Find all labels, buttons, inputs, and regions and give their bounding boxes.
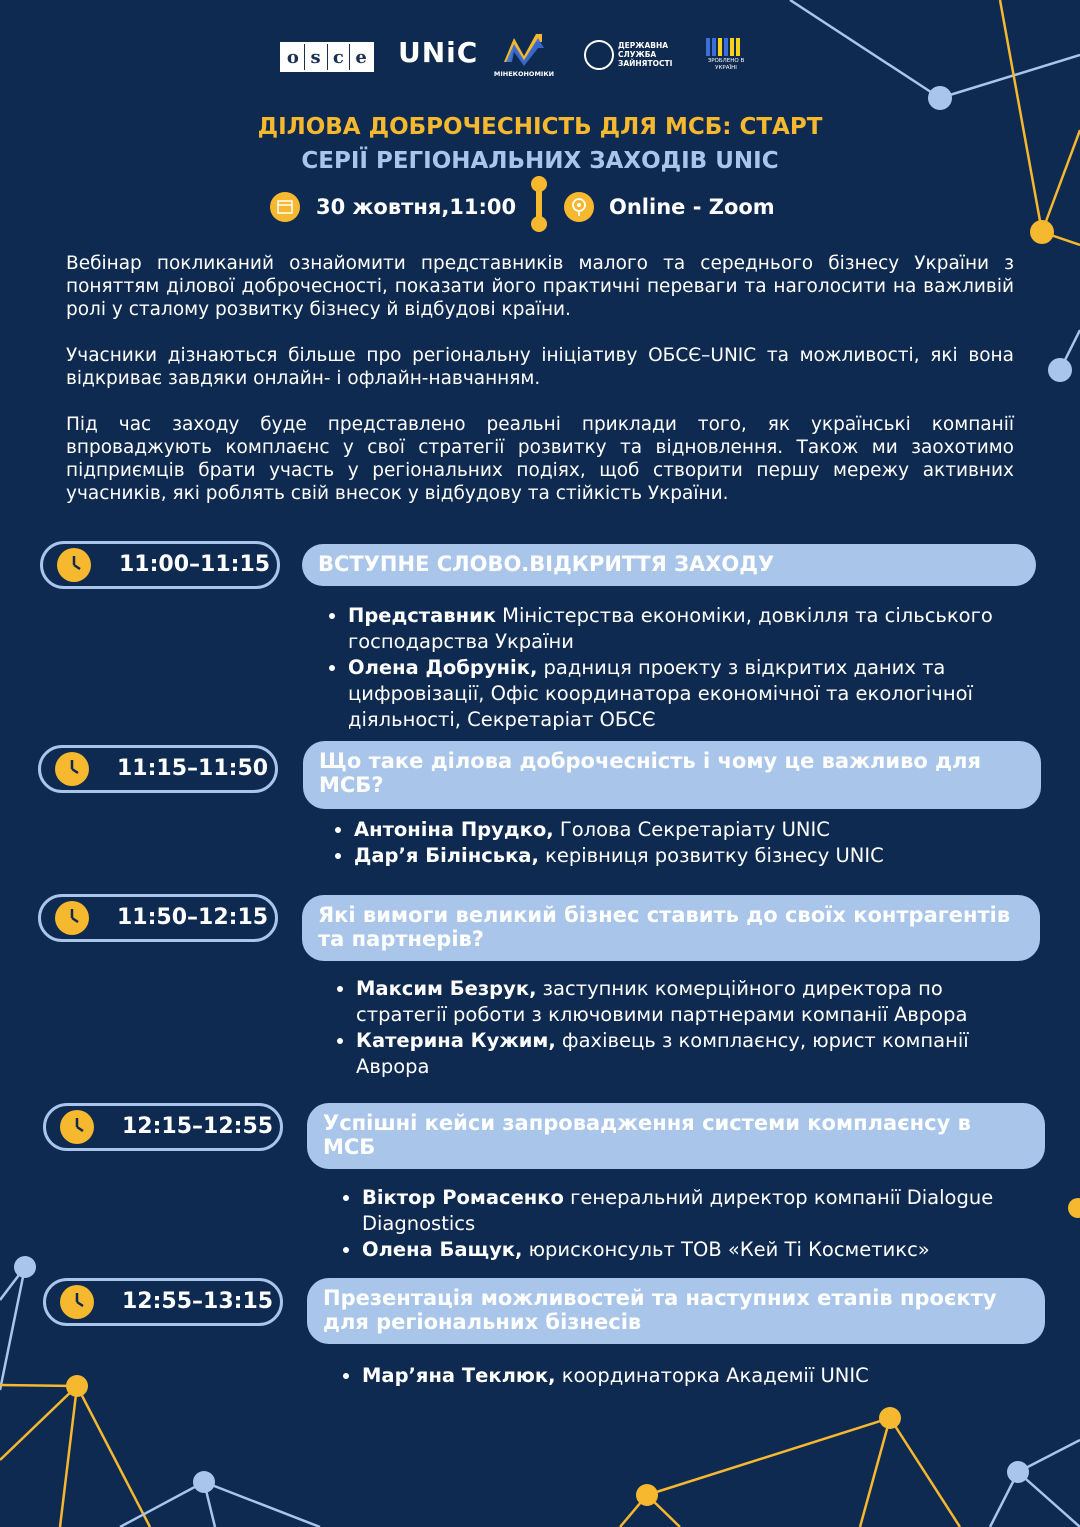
time-range: 12:55–13:15 xyxy=(122,1289,274,1314)
made-in-label: ЗРОБЛЕНО В УКРАЇНІ xyxy=(707,58,745,71)
partner-logos xyxy=(0,28,1080,84)
employment-emblem-icon xyxy=(584,40,614,70)
speaker-list xyxy=(336,1185,1026,1263)
speaker-role: координаторка Академії UNIC xyxy=(555,1364,869,1387)
title-line2: СЕРІЇ РЕГІОНАЛЬНИХ ЗАХОДІВ UNIC xyxy=(301,148,779,174)
session-title: Що таке ділова доброчесність і чому це важливо для МСБ? xyxy=(303,741,1041,809)
speaker-role: фахівець з комплаєнсу, юрист компанії Аврора xyxy=(356,1029,969,1078)
speaker-item xyxy=(356,976,1020,1028)
speaker-item xyxy=(362,1185,1026,1237)
time-slot xyxy=(43,1103,283,1151)
speaker-role: юрисконсульт ТОВ «Кей Ті Косметикс» xyxy=(522,1238,930,1261)
session-title: ВСТУПНЕ СЛОВО.ВІДКРИТТЯ ЗАХОДУ xyxy=(302,544,1036,586)
made-in-ukraine-logo xyxy=(706,38,746,78)
meta-separator xyxy=(536,182,542,226)
speaker-role: Міністерства економіки, довкілля та сільського господарства України xyxy=(348,604,993,653)
intro-paragraph: Вебінар покликаний ознайомити представників малого та середнього бізнесу України з поняттям ділової доброчесності, показати його практичні переваги та наголосити на важливій ролі у сталому розвитку бізнесу й відбудові країни. xyxy=(66,253,1014,320)
time-range: 11:15–11:50 xyxy=(117,756,269,781)
intro-text xyxy=(66,252,1014,528)
speaker-name: Олена Бащук, xyxy=(362,1238,523,1261)
event-meta xyxy=(0,190,1080,234)
employment-label: ДЕРЖАВНА СЛУЖБА ЗАЙНЯТОСТІ xyxy=(618,41,673,68)
speaker-role: керівниця розвитку бізнесу UNIC xyxy=(538,844,884,867)
speaker-role: радниця проекту з відкритих даних та цифровізації, Офіс координатора економічної та екологічної діяльності, Секретаріат ОБСЄ xyxy=(348,656,973,731)
calendar-icon xyxy=(270,192,300,222)
speaker-list xyxy=(328,817,1018,869)
flag-bars-icon xyxy=(706,38,746,56)
speaker-role: генеральний директор компанії Dialogue Diagnostics xyxy=(362,1186,994,1235)
clock-icon xyxy=(57,548,91,582)
osce-logo xyxy=(280,42,374,72)
speaker-item xyxy=(362,1363,1026,1389)
speaker-list xyxy=(336,1363,1026,1389)
speaker-name: Олена Добрунік, xyxy=(348,656,538,679)
clock-icon xyxy=(60,1285,94,1319)
speaker-name: Антоніна Прудко, xyxy=(354,818,554,841)
osce-letter: s xyxy=(305,44,328,70)
time-range: 12:15–12:55 xyxy=(122,1114,274,1139)
osce-letter: c xyxy=(328,44,351,70)
title-line1-highlight: ДІЛОВА ДОБРОЧЕСНІСТЬ ДЛЯ МСБ: xyxy=(257,114,732,140)
employment-service-logo xyxy=(584,38,684,74)
speaker-list xyxy=(330,976,1020,1080)
clock-icon xyxy=(60,1110,94,1144)
osce-letter: o xyxy=(282,44,305,70)
ministry-label: МІНЕКОНОМІКИ xyxy=(493,70,555,78)
speaker-list xyxy=(322,603,1012,733)
speaker-name: Мар’яна Теклюк, xyxy=(362,1364,556,1387)
ministry-emblem-icon xyxy=(492,28,556,68)
time-range: 11:00–11:15 xyxy=(119,552,271,577)
time-slot xyxy=(38,894,278,942)
speaker-item xyxy=(354,843,1018,869)
session-title: Презентація можливостей та наступних етапів проєкту для регіональних бізнесів xyxy=(307,1278,1045,1344)
speaker-item xyxy=(348,603,1012,655)
speaker-role: заступник комерційного директора по стратегії роботи з ключовими партнерами компанії Аврора xyxy=(356,977,968,1026)
intro-paragraph: Під час заходу буде представлено реальні приклади того, як українські компанії впроваджують комплаєнс у свої стратегії розвитку та відновлення. Також ми заохотимо підприємців брати участь у регіональних подіях, щоб створити першу мережу активних учасників, які роблять свій внесок у відбудову та стійкість України. xyxy=(66,414,1014,504)
event-date: 30 жовтня,11:00 xyxy=(316,195,517,219)
speaker-role: Голова Секретаріату UNIC xyxy=(553,818,830,841)
title-line1-rest: СТАРТ xyxy=(731,114,823,140)
time-slot xyxy=(43,1278,283,1326)
speaker-item xyxy=(354,817,1018,843)
speaker-name: Представник xyxy=(348,604,496,627)
osce-letter: e xyxy=(350,44,372,70)
speaker-name: Віктор Ромасенко xyxy=(362,1186,564,1209)
session-title: Які вимоги великий бізнес ставить до своїх контрагентів та партнерів? xyxy=(302,895,1040,961)
location-pin-icon xyxy=(564,192,594,222)
speaker-item xyxy=(362,1237,1026,1263)
event-location: Online - Zoom xyxy=(609,195,775,219)
intro-paragraph: Учасники дізнаються більше про регіональну ініціативу ОБСЄ–UNIC та можливості, які вона відкриває завдяки онлайн- і офлайн-навчанням. xyxy=(66,345,1014,389)
speaker-name: Катерина Кужим, xyxy=(356,1029,556,1052)
clock-icon xyxy=(55,752,89,786)
time-slot xyxy=(38,745,278,793)
event-title xyxy=(140,110,940,178)
speaker-item xyxy=(348,655,1012,733)
unic-logo: UNiC xyxy=(398,36,479,69)
speaker-name: Максим Безрук, xyxy=(356,977,537,1000)
time-range: 11:50–12:15 xyxy=(117,905,269,930)
speaker-name: Дар’я Білінська, xyxy=(354,844,539,867)
session-title: Успішні кейси запровадження системи комплаєнсу в МСБ xyxy=(307,1103,1045,1169)
clock-icon xyxy=(55,901,89,935)
ministry-logo xyxy=(492,28,556,76)
time-slot xyxy=(40,541,280,589)
speaker-item xyxy=(356,1028,1020,1080)
